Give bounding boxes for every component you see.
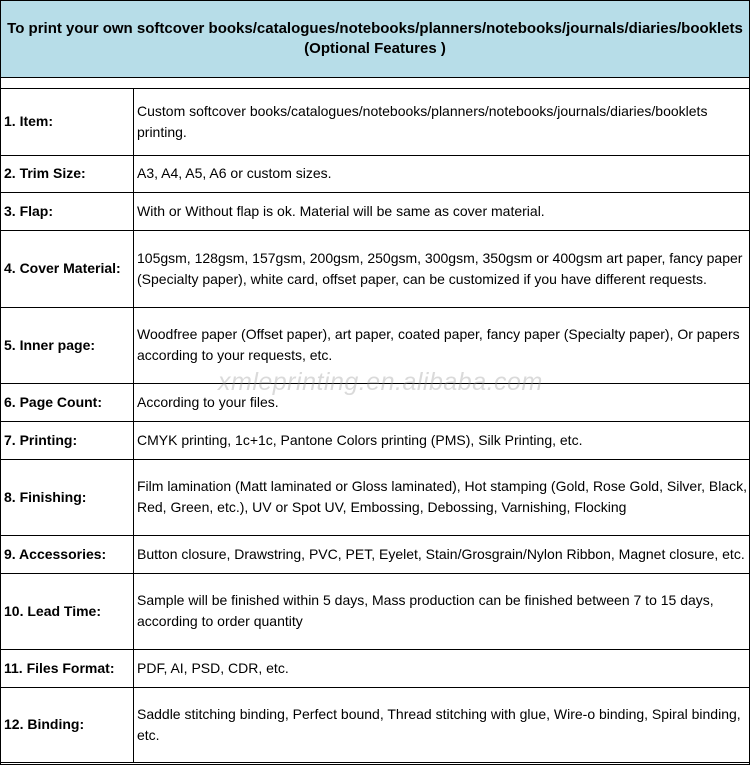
table-row — [1, 535, 749, 573]
row-value: Saddle stitching binding, Perfect bound, Thread stitching with glue, Wire-o binding, Spiral binding, etc. — [134, 687, 750, 762]
table-row — [1, 230, 749, 307]
spacer-row — [1, 78, 749, 89]
row-label: 9. Accessories: — [1, 535, 134, 573]
row-value: Sample will be finished within 5 days, Mass production can be finished between 7 to 15 days, according to order quantity — [134, 573, 750, 649]
table-row — [1, 573, 749, 649]
row-label: 4. Cover Material: — [1, 230, 134, 307]
row-label: 8. Finishing: — [1, 459, 134, 535]
header-banner — [1, 1, 749, 78]
header-title: To print your own softcover books/catalogues/notebooks/planners/notebooks/journals/diaries/booklets — [7, 20, 743, 37]
header-subtitle: (Optional Features ) — [304, 40, 446, 57]
row-value: Woodfree paper (Offset paper), art paper, coated paper, fancy paper (Specialty paper), Or papers according to your requests, etc. — [134, 307, 750, 383]
row-label: 6. Page Count: — [1, 383, 134, 421]
row-label: 2. Trim Size: — [1, 155, 134, 192]
row-value: PDF, AI, PSD, CDR, etc. — [134, 649, 750, 687]
row-label: 3. Flap: — [1, 192, 134, 230]
table-row — [1, 155, 749, 192]
row-value: 105gsm, 128gsm, 157gsm, 200gsm, 250gsm, 300gsm, 350gsm or 400gsm art paper, fancy paper (Specialty paper), white card, offset paper, can be customized if you have different requests. — [134, 230, 750, 307]
table-row — [1, 687, 749, 762]
spec-table — [1, 89, 749, 763]
row-value: CMYK printing, 1c+1c, Pantone Colors printing (PMS), Silk Printing, etc. — [134, 421, 750, 459]
row-label: 10. Lead Time: — [1, 573, 134, 649]
table-row — [1, 89, 749, 155]
table-row — [1, 383, 749, 421]
row-label: 1. Item: — [1, 89, 134, 155]
row-value: Film lamination (Matt laminated or Gloss laminated), Hot stamping (Gold, Rose Gold, Silver, Black, Red, Green, etc.), UV or Spot UV, Embossing, Debossing, Varnishing, Flocking — [134, 459, 750, 535]
table-row — [1, 459, 749, 535]
table-row — [1, 307, 749, 383]
table-row — [1, 192, 749, 230]
row-value: Custom softcover books/catalogues/notebooks/planners/notebooks/journals/diaries/booklets printing. — [134, 89, 750, 155]
row-value: Button closure, Drawstring, PVC, PET, Eyelet, Stain/Grosgrain/Nylon Ribbon, Magnet closure, etc. — [134, 535, 750, 573]
row-label: 12. Binding: — [1, 687, 134, 762]
watermark-text: xmleprinting.en.alibaba.com — [218, 368, 543, 396]
table-row — [1, 649, 749, 687]
row-value: A3, A4, A5, A6 or custom sizes. — [134, 155, 750, 192]
table-row — [1, 421, 749, 459]
row-label: 11. Files Format: — [1, 649, 134, 687]
row-value: According to your files. — [134, 383, 750, 421]
row-label: 7. Printing: — [1, 421, 134, 459]
row-value: With or Without flap is ok. Material will be same as cover material. — [134, 192, 750, 230]
row-label: 5. Inner page: — [1, 307, 134, 383]
